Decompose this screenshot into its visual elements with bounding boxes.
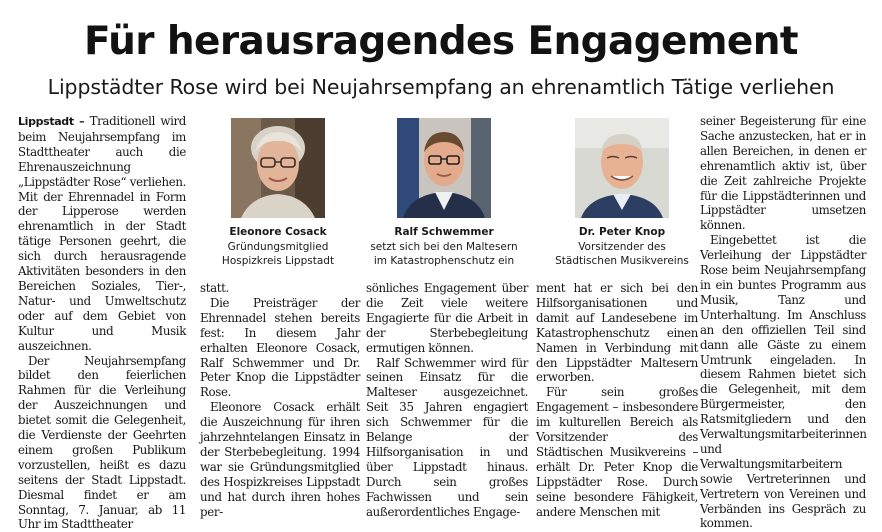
person-name: Ralf Schwemmer — [359, 225, 529, 240]
portrait-caption-schwemmer — [359, 225, 529, 269]
paragraph: Für sein großes Engagement – insbesondere im kulturellen Bereich als Vorsitzender des Städtischen Musikvereins – erhält Dr. Peter Knop die Lippstädter Rose. Durch seine besondere Fähigkeit, andere Menschen mit — [536, 385, 698, 519]
person-role: Gründungsmitglied — [193, 240, 363, 255]
person-name: Eleonore Cosack — [193, 225, 363, 240]
article-column-3 — [366, 281, 528, 520]
headline: Für herausragendes Engagement — [0, 17, 882, 67]
portrait-schwemmer-icon — [397, 118, 491, 218]
dateline: Lippstadt – — [18, 115, 84, 128]
portrait-caption-knop — [537, 225, 707, 269]
paragraph: Der Neujahrsempfang bildet den feierlichen Rahmen für die Verleihung der Auszeichnungen und bietet somit die Gelegenheit, die Verdienste der Geehrten einem großen Publikum vorzustellen, heißt es dazu seitens der Stadt Lippstadt. Diesmal findet er am Sonntag, 7. Januar, ab 11 Uhr im Stadttheater — [18, 354, 186, 532]
article-column-2 — [200, 281, 360, 520]
paragraph: Ralf Schwemmer wird für seinen Einsatz für die Malteser ausgezeichnet. Seit 35 Jahren engagiert sich Schwemmer für die Belange der Hilfsorganisation in und über Lippstadt hinaus. Durch sein großes Fachwissen und sein außerordentliches Engage- — [366, 356, 528, 520]
person-role: Vorsitzender des — [537, 240, 707, 255]
portrait-knop-icon — [575, 118, 669, 218]
paragraph: Eleonore Cosack erhält die Auszeichnung für ihren jahrzehntelangen Einsatz in der Sterbebegleitung. 1994 war sie Gründungsmitglied des Hospizkreises Lippstadt und hat durch ihren hohes per- — [200, 400, 360, 519]
portrait-photo-cosack — [231, 118, 325, 218]
paragraph — [18, 114, 186, 354]
article-column-5 — [700, 114, 866, 531]
paragraph: seiner Begeisterung für eine Sache anzustecken, hat er in allen Bereichen, in denen er ehrenamtlich aktiv ist, über die Zeit zahlreiche Projekte für die Lippstädterinnen und Lippstädter umsetzen können. — [700, 114, 866, 233]
person-role: im Katastrophenschutz ein — [359, 254, 529, 269]
paragraph: ment hat er sich bei den Hilfsorganisationen und damit auf Landesebene im Katastrophenschutz einen Namen in Verbindung mit den Lippstädter Maltesern erworben. — [536, 281, 698, 385]
paragraph: Die Preisträger der Ehrennadel stehen bereits fest: In diesem Jahr erhalten Eleonore Cosack, Ralf Schwemmer und Dr. Peter Knop die Lippstädter Rose. — [200, 296, 360, 400]
portrait-cosack-icon — [231, 118, 325, 218]
portrait-caption-cosack — [193, 225, 363, 269]
person-role: Städtischen Musikvereins — [537, 254, 707, 269]
article-column-1 — [18, 114, 186, 532]
paragraph: sönliches Engagement über die Zeit viele weitere Engagierte für die Arbeit in der Sterbebegleitung ermutigen können. — [366, 281, 528, 356]
portrait-photo-schwemmer — [397, 118, 491, 218]
article-column-4 — [536, 281, 698, 520]
paragraph: statt. — [200, 281, 360, 296]
paragraph-text: Traditionell wird beim Neujahrsempfang im Stadttheater auch die Ehrenauszeichnung „Lippstädter Rose“ verliehen. Mit der Ehrennadel in Form der Lipperose werden ehrenamtlich in der Stadt tätige Personen geehrt, die sich durch herausragende Aktivitäten besonders in den Bereichen Soziales, Tier-, Natur- und Umweltschutz oder auf dem Gebiet von Kultur und Musik auszeichnen. — [18, 114, 186, 353]
person-role: Hospizkreis Lippstadt — [193, 254, 363, 269]
paragraph: Eingebettet ist die Verleihung der Lippstädter Rose beim Neujahrsempfang in ein buntes Programm aus Musik, Tanz und Unterhaltung. Im Anschluss an den offiziellen Teil sind dann alle Gäste zu einem Umtrunk eingeladen. In diesem Rahmen bietet sich die Gelegenheit, mit dem Bürgermeister, den Ratsmitgliedern und den Verwaltungsmitarbeiterinnen und Verwaltungsmitarbeitern sowie Vertreterinnen und Vertretern von Vereinen und Verbänden ins Gespräch zu kommen. — [700, 233, 866, 531]
subheadline: Lippstädter Rose wird bei Neujahrsempfang an ehrenamtlich Tätige verliehen — [0, 74, 882, 100]
person-name: Dr. Peter Knop — [537, 225, 707, 240]
portrait-photo-knop — [575, 118, 669, 218]
person-role: setzt sich bei den Maltesern — [359, 240, 529, 255]
